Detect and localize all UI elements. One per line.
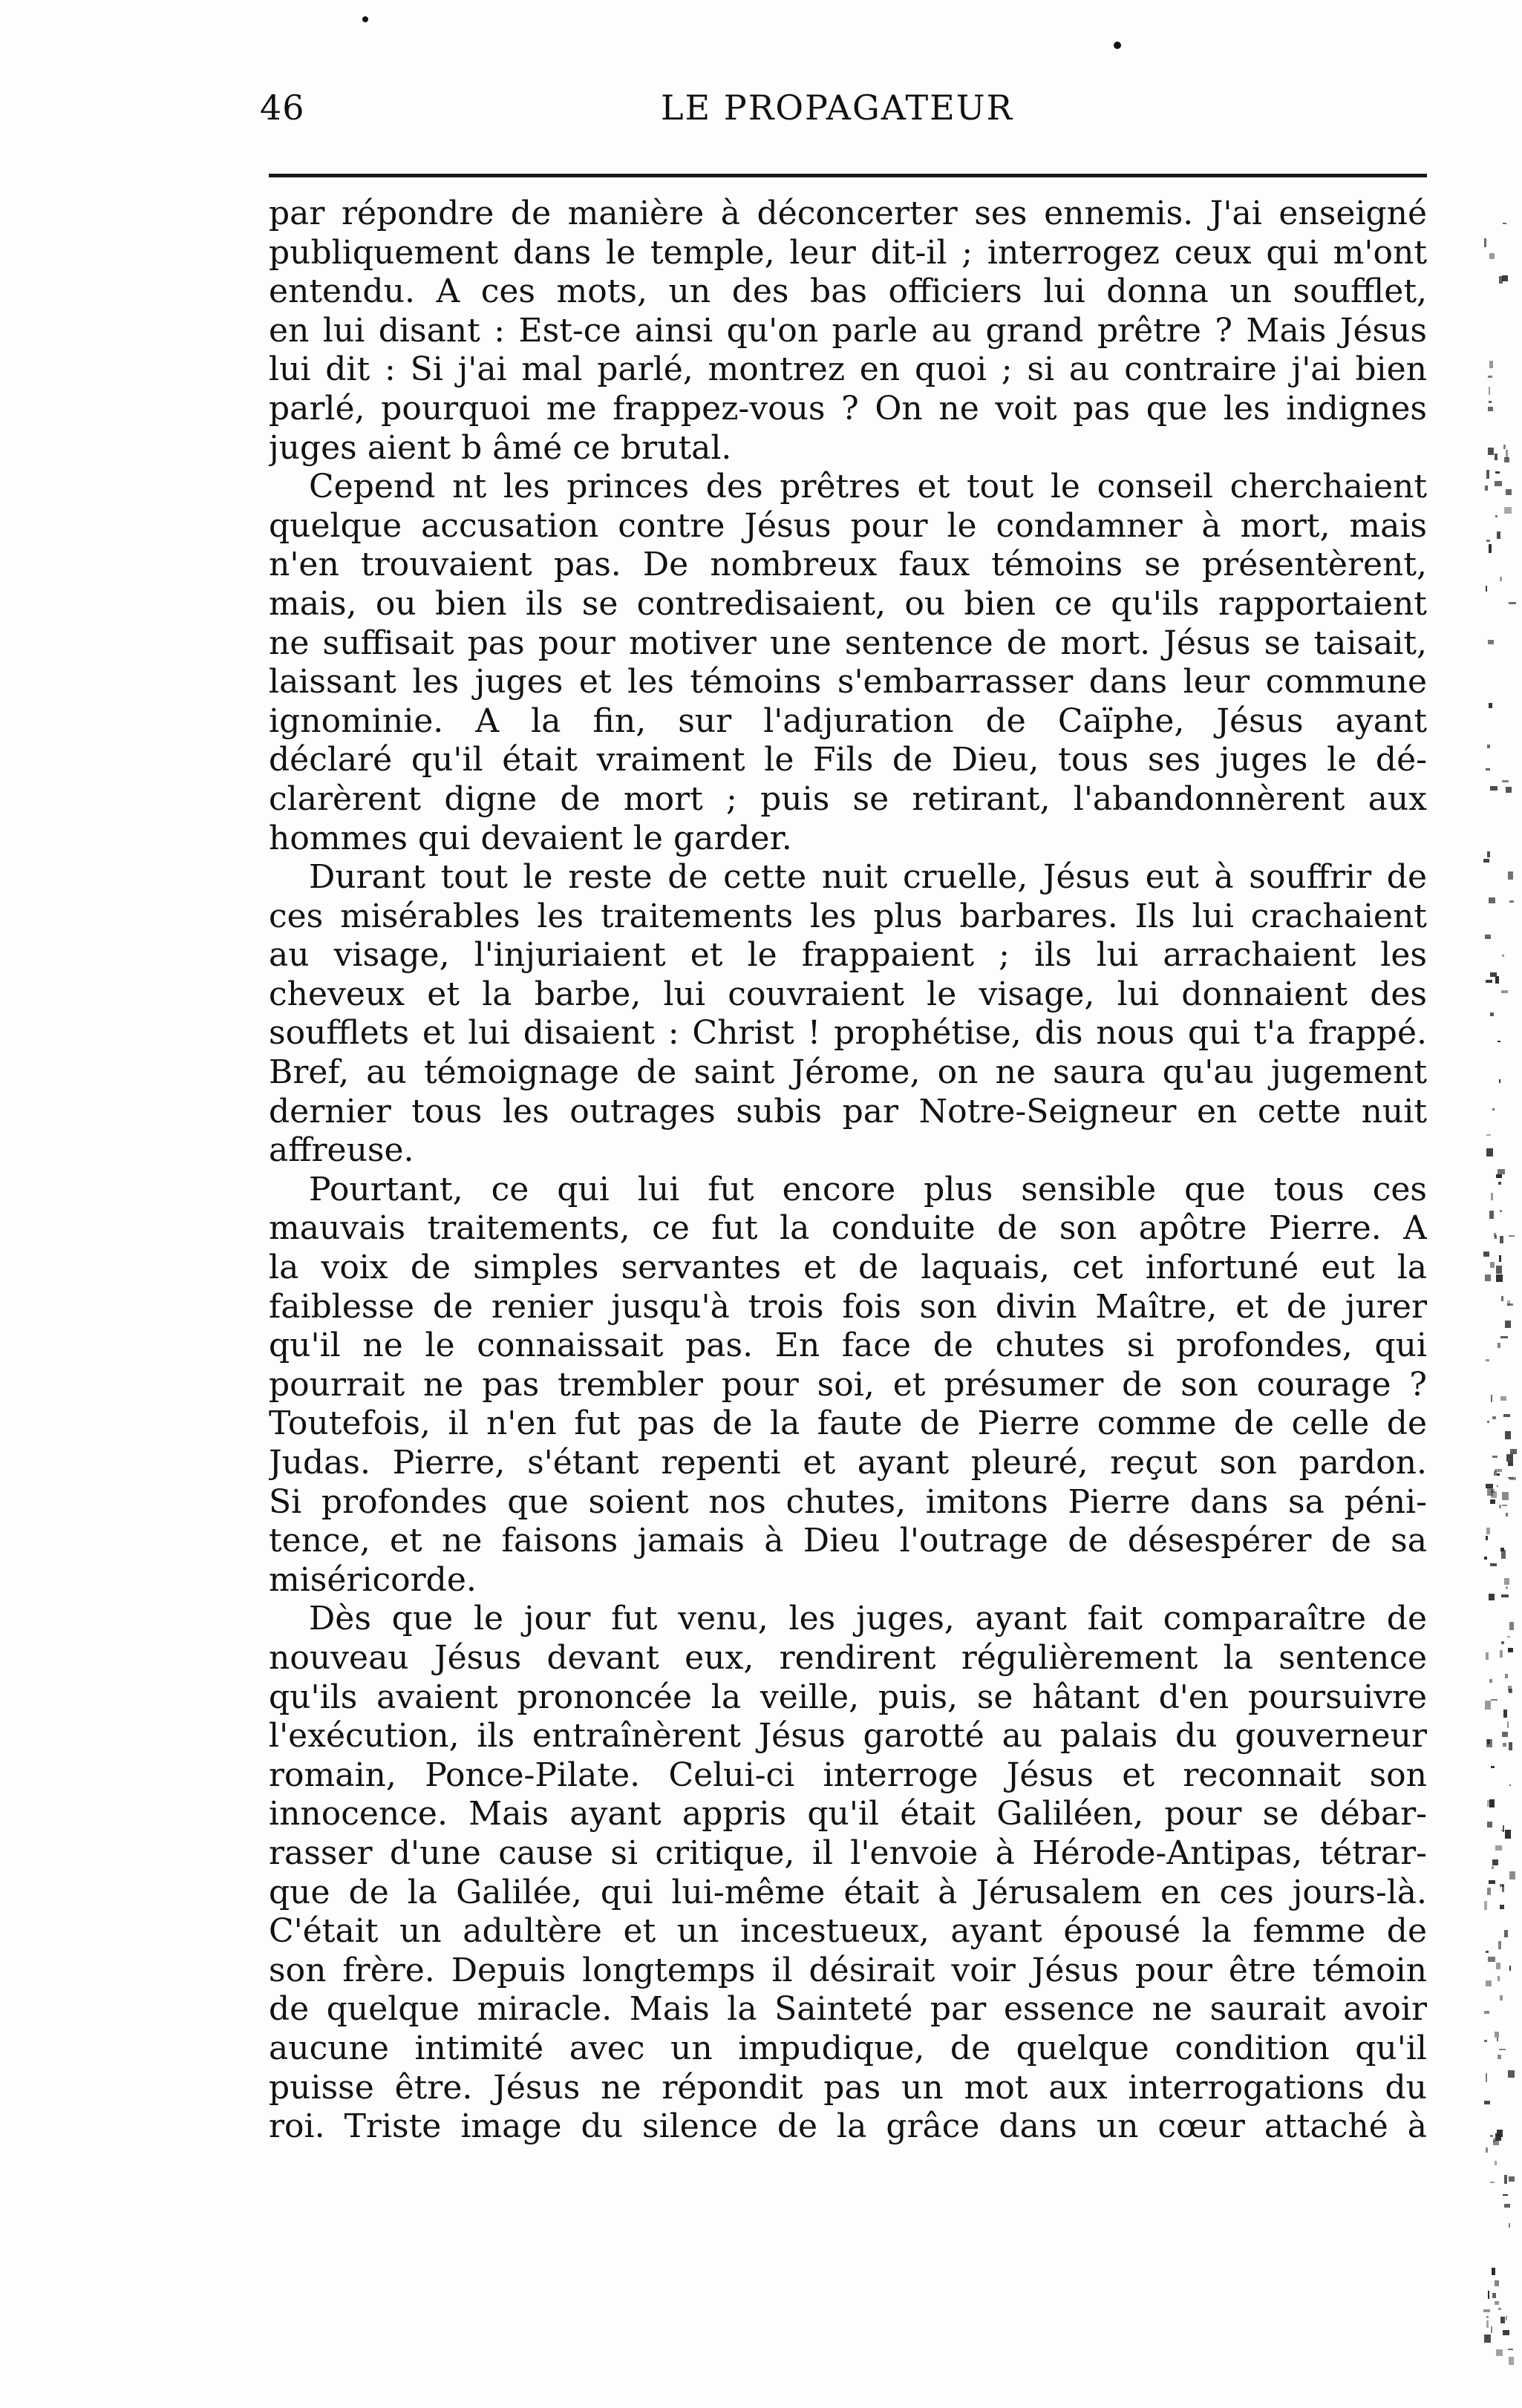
edge-speck (1487, 1421, 1489, 1423)
edge-speck (1508, 1477, 1514, 1479)
edge-speck (1488, 448, 1494, 455)
edge-speck (1505, 1674, 1509, 1678)
text-line: Durant tout le reste de cette nuit cruelle, Jésus eut à souffrir de (309, 858, 1427, 897)
edge-speck (1501, 1594, 1508, 1597)
edge-speck (1498, 2308, 1500, 2310)
edge-speck (1500, 577, 1502, 581)
edge-speck (1490, 1262, 1495, 1268)
edge-speck (1483, 859, 1489, 863)
edge-speck (1507, 1636, 1510, 1638)
text-line: affreuse. (269, 1131, 414, 1170)
ink-speck (1114, 42, 1121, 49)
edge-speck (1509, 900, 1514, 902)
edge-speck (1499, 1505, 1501, 1508)
edge-speck (1489, 387, 1490, 395)
edge-speck (1506, 489, 1512, 494)
edge-speck (1495, 2032, 1499, 2038)
edge-speck (1492, 1108, 1495, 1110)
edge-speck (1489, 544, 1492, 552)
edge-speck (1499, 1079, 1500, 1082)
edge-speck (1489, 401, 1492, 402)
edge-speck (1491, 1489, 1495, 1493)
text-line: en lui disant : Est-ce ainsi qu'on parle au grand prêtre ? Mais Jésus (269, 311, 1427, 350)
edge-speck (1508, 2349, 1514, 2350)
edge-speck (1506, 2316, 1508, 2320)
text-line: entendu. A ces mots, un des bas officiers lui donna un soufflet, (269, 272, 1427, 311)
edge-speck (1509, 2223, 1510, 2228)
edge-speck (1504, 2175, 1507, 2184)
edge-speck (1487, 745, 1489, 748)
text-line: romain, Ponce-Pilate. Celui-ci interroge Jésus et reconnait son (269, 1756, 1427, 1794)
edge-speck (1495, 471, 1500, 474)
edge-speck (1495, 1235, 1497, 1239)
page-header (260, 88, 1433, 140)
ink-speck (362, 16, 368, 22)
edge-speck (1496, 1266, 1502, 1275)
edge-speck (1498, 1941, 1500, 1949)
edge-speck (1509, 2357, 1514, 2364)
text-line: qu'ils avaient prononcée la veille, puis, se hâtant d'en poursuivre (269, 1678, 1427, 1716)
edge-speck (1503, 445, 1506, 449)
text-line: que de la Galilée, qui lui-même était à Jérusalem en ces jours-là. (269, 1873, 1427, 1911)
edge-speck (1508, 1462, 1514, 1466)
text-line: puisse être. Jésus ne répondit pas un mot aux interrogations du (269, 2068, 1427, 2107)
edge-speck (1507, 1721, 1509, 1728)
edge-speck (1486, 540, 1490, 542)
edge-speck (1489, 703, 1492, 708)
text-line: juges aient b âmé ce brutal. (269, 428, 732, 467)
edge-speck (1503, 1414, 1511, 1417)
text-line: mauvais traitements, ce fut la conduite de son apôtre Pierre. A (269, 1209, 1427, 1248)
edge-speck (1499, 276, 1503, 284)
edge-speck (1489, 1594, 1495, 1600)
edge-speck (1496, 1174, 1502, 1178)
edge-speck (1486, 2320, 1488, 2328)
edge-speck (1497, 1169, 1504, 1174)
edge-speck (1486, 2073, 1487, 2082)
edge-speck (1509, 1784, 1511, 1787)
edge-speck (1506, 1586, 1508, 1589)
edge-speck (1491, 2326, 1492, 2334)
edge-speck (1491, 1193, 1494, 1200)
paragraph (269, 194, 1427, 468)
edge-speck (1504, 457, 1509, 462)
text-line: Si profondes que soient nos chutes, imitons Pierre dans sa péni- (269, 1482, 1427, 1521)
edge-speck (1486, 1951, 1489, 1953)
edge-speck (1495, 2280, 1499, 2287)
edge-speck (1502, 955, 1504, 957)
edge-speck (1507, 1300, 1510, 1306)
edge-speck (1484, 238, 1486, 247)
edge-speck (1486, 2316, 1489, 2318)
edge-speck (1492, 1416, 1496, 1419)
edge-speck (1489, 897, 1495, 903)
edge-speck (1484, 2101, 1491, 2104)
edge-speck (1509, 2176, 1515, 2181)
edge-speck (1486, 1536, 1488, 1540)
edge-speck (1505, 1321, 1511, 1328)
edge-speck (1503, 223, 1506, 224)
edge-speck (1492, 2293, 1496, 2299)
edge-speck (1501, 1641, 1503, 1644)
text-line: Pourtant, ce qui lui fut encore plus sensible que tous ces (309, 1170, 1427, 1208)
edge-speck (1492, 1859, 1498, 1865)
text-line: son frère. Depuis longtemps il désirait voir Jésus pour être témoin (269, 1951, 1427, 1989)
edge-speck (1495, 481, 1501, 487)
edge-speck (1486, 1652, 1489, 1660)
edge-speck (1506, 1513, 1508, 1517)
text-line: nouveau Jésus devant eux, rendirent régulièrement la sentence (269, 1638, 1427, 1677)
edge-speck (1497, 2055, 1500, 2058)
edge-speck (1492, 2268, 1495, 2275)
edge-speck (1495, 2301, 1499, 2304)
edge-speck (1487, 1888, 1491, 1895)
text-line: déclaré qu'il était vraiment le Fils de Dieu, tous ses juges le dé- (269, 741, 1427, 779)
edge-speck (1495, 454, 1497, 461)
edge-speck (1499, 1255, 1502, 1262)
edge-speck (1485, 485, 1488, 491)
text-line: C'était un adultère et un incestueux, ayant épousé la femme de (269, 1912, 1427, 1951)
paragraph (269, 858, 1427, 1171)
edge-speck (1500, 1210, 1502, 1212)
edge-speck (1486, 586, 1487, 591)
edge-speck (1492, 1866, 1494, 1868)
text-line: rasser d'une cause si critique, il l'envoie à Hérode-Antipas, tétrar- (269, 1833, 1427, 1872)
edge-speck (1505, 1830, 1511, 1838)
edge-speck (1489, 1880, 1496, 1883)
edge-speck (1494, 1471, 1497, 1475)
edge-speck (1502, 275, 1508, 282)
edge-speck (1490, 1499, 1495, 1503)
edge-speck (1491, 1395, 1492, 1402)
edge-speck (1487, 851, 1490, 857)
edge-speck (1504, 507, 1511, 514)
text-line: n'en trouvaient pas. De nombreux faux témoins se présentèrent, (269, 546, 1427, 584)
edge-speck (1500, 2317, 1504, 2324)
edge-speck (1497, 1473, 1500, 1476)
text-line: aucune intimité avec un impudique, de quelque condition qu'il (269, 2029, 1427, 2067)
edge-speck (1489, 1679, 1492, 1684)
text-line: tence, et ne faisons jamais à Dieu l'outrage de désespérer de sa (269, 1522, 1427, 1560)
edge-speck (1499, 2049, 1506, 2050)
edge-speck (1486, 1528, 1490, 1534)
paragraph (269, 468, 1427, 858)
edge-speck (1496, 1275, 1503, 1281)
edge-speck (1509, 1622, 1514, 1630)
edge-speck (1486, 470, 1489, 479)
edge-speck (1497, 1485, 1499, 1487)
edge-speck (1502, 1492, 1509, 1501)
edge-speck (1504, 1578, 1509, 1585)
edge-speck (1503, 1710, 1508, 1718)
edge-speck (1487, 1822, 1492, 1827)
edge-speck (1488, 407, 1493, 411)
edge-speck (1500, 1236, 1503, 1243)
edge-speck (1506, 1454, 1513, 1462)
running-title: LE PROPAGATEUR (661, 88, 1014, 128)
edge-speck (1487, 1800, 1494, 1807)
edge-speck (1498, 1182, 1502, 1185)
edge-speck (1489, 1211, 1493, 1219)
edge-speck (1495, 515, 1497, 517)
text-line: hommes qui devaient le garder. (269, 819, 792, 857)
text-line: innocence. Mais ayant appris qu'il était Galiléen, pour se débar- (269, 1795, 1427, 1833)
edge-speck (1485, 935, 1491, 940)
edge-speck (1502, 1732, 1508, 1737)
edge-speck (1486, 2147, 1488, 2153)
text-line: publiquement dans le temple, leur dit-il ; interrogez ceux qui m'ont (269, 233, 1427, 272)
text-line: de quelque miracle. Mais la Sainteté par essence ne saurait avoir (269, 1990, 1427, 2029)
edge-speck (1504, 1930, 1508, 1937)
text-line: soufflets et lui disaient : Christ ! prophétise, dis nous qui t'a frappé. (269, 1014, 1427, 1053)
edge-speck (1485, 1275, 1490, 1281)
edge-speck (1500, 1995, 1503, 2000)
edge-speck (1495, 976, 1499, 984)
edge-speck (1501, 990, 1508, 993)
edge-speck (1496, 2349, 1503, 2356)
edge-speck (1490, 1012, 1494, 1016)
text-line: Toutefois, il n'en fut pas de la faute de Pierre comme de celle de (269, 1404, 1427, 1443)
text-line: Judas. Pierre, s'étant repenti et ayant pleuré, reçut son pardon. (269, 1444, 1427, 1482)
edge-speck (1502, 1505, 1508, 1506)
edge-speck (1488, 2291, 1489, 2298)
edge-speck (1503, 1743, 1506, 1747)
edge-speck (1508, 1686, 1512, 1691)
edge-speck (1486, 1980, 1492, 1987)
edge-speck (1510, 1449, 1517, 1454)
edge-speck (1490, 786, 1497, 791)
edge-speck (1509, 1235, 1515, 1237)
edge-speck (1500, 1884, 1504, 1886)
edge-speck (1503, 2194, 1508, 2196)
edge-speck (1500, 1336, 1508, 1338)
edge-speck (1492, 1456, 1497, 1458)
edge-speck (1508, 2070, 1515, 2077)
edge-speck (1489, 253, 1495, 259)
text-line: laissant les juges et les témoins s'embarrasser dans leur commune (269, 663, 1427, 701)
edge-speck (1490, 2182, 1495, 2184)
edge-speck (1500, 1650, 1503, 1658)
edge-speck (1495, 2133, 1500, 2141)
text-line: lui dit : Si j'ai mal parlé, montrez en quoi ; si au contraire j'ai bien (269, 350, 1427, 389)
edge-speck (1486, 768, 1490, 770)
edge-speck (1503, 1825, 1504, 1833)
edge-speck (1497, 1041, 1500, 1042)
body-text (269, 194, 1427, 2147)
text-line: quelque accusation contre Jésus pour le condamner à mort, mais (269, 506, 1427, 545)
edge-speck (1509, 1966, 1512, 1971)
text-line: l'exécution, ils entraînèrent Jésus garotté au palais du gouverneur (269, 1717, 1427, 1756)
edge-speck (1490, 1563, 1497, 1566)
edge-speck (1486, 1148, 1493, 1156)
edge-speck (1483, 2309, 1490, 2312)
text-line: par répondre de manière à déconcerter ses ennemis. J'ai enseigné (269, 194, 1427, 232)
edge-speck (1500, 1396, 1507, 1401)
text-line: cheveux et la barbe, lui couvraient le visage, lui donnaient des (269, 975, 1427, 1013)
text-line: ces misérables les traitements les plus barbares. Ils lui crachaient (269, 897, 1427, 935)
edge-speck (1491, 1766, 1495, 1768)
edge-speck (1502, 780, 1509, 782)
edge-speck (1506, 787, 1511, 793)
page-number: 46 (260, 88, 305, 128)
edge-speck (1503, 2330, 1509, 2335)
edge-speck (1490, 2135, 1493, 2137)
edge-speck (1495, 2161, 1497, 2165)
edge-speck (1509, 1742, 1512, 1750)
edge-speck (1484, 2040, 1488, 2042)
edge-speck (1497, 1976, 1499, 1981)
text-line: qu'il ne le connaissait pas. En face de chutes si profondes, qui (269, 1326, 1427, 1365)
edge-speck (1488, 1957, 1495, 1962)
edge-speck (1500, 1905, 1503, 1910)
page-edge-shadow (1461, 223, 1513, 2375)
text-line: parlé, pourquoi me frappez-vous ? On ne voit pas que les indignes (269, 389, 1427, 428)
text-line: roi. Triste image du silence de la grâce dans un cœur attaché à (269, 2107, 1427, 2146)
edge-speck (1509, 1871, 1515, 1879)
edge-speck (1493, 2138, 1495, 2142)
edge-speck (1485, 1701, 1491, 1710)
text-line: ne suffisait pas pour motiver une sentence de mort. Jésus se taisait, (269, 624, 1427, 662)
edge-speck (1486, 1739, 1492, 1747)
edge-speck (1488, 640, 1495, 644)
edge-speck (1505, 1431, 1511, 1439)
text-line: Cepend nt les princes des prêtres et tout le conseil cherchaient (309, 468, 1427, 506)
text-line: Bref, au témoignage de saint Jérome, on ne saura qu'au jugement (269, 1053, 1427, 1092)
text-line: faiblesse de renier jusqu'à trois fois son divin Maître, et de jurer (269, 1287, 1427, 1326)
edge-speck (1497, 1343, 1500, 1348)
edge-speck (1497, 531, 1500, 540)
text-line: miséricorde. (269, 1560, 477, 1599)
edge-speck (1486, 1359, 1489, 1361)
edge-speck (1509, 602, 1516, 604)
edge-speck (1486, 1134, 1491, 1136)
text-line: mais, ou bien ils se contredisaient, ou bien ce qu'ils rapportaient (269, 584, 1427, 623)
text-line: pourrait ne pas trembler pour soi, et présumer de son courage ? (269, 1365, 1427, 1404)
text-line: la voix de simples servantes et de laquais, cet infortuné eut la (269, 1249, 1427, 1287)
paragraph (269, 1171, 1427, 1600)
edge-speck (1491, 1699, 1498, 1701)
header-rule (269, 174, 1427, 177)
edge-speck (1504, 2204, 1510, 2208)
paragraph (269, 1600, 1427, 2146)
edge-speck (1486, 980, 1492, 983)
text-line: clarèrent digne de mort ; puis se retirant, l'abandonnèrent aux (269, 779, 1427, 818)
text-line: au visage, l'injuriaient et le frappaient ; ils lui arrachaient les (269, 936, 1427, 975)
edge-speck (1496, 1963, 1500, 1969)
edge-speck (1497, 2038, 1498, 2041)
text-line: ignominie. A la fin, sur l'adjuration de Caïphe, Jésus ayant (269, 701, 1427, 740)
edge-speck (1484, 1557, 1487, 1560)
edge-speck (1484, 2335, 1491, 2343)
edge-speck (1484, 2011, 1489, 2013)
edge-speck (1495, 1845, 1502, 1850)
text-line: Dès que le jour fut venu, les juges, ayant fait comparaître de (309, 1600, 1427, 1638)
edge-speck (1488, 376, 1492, 377)
edge-speck (1501, 1550, 1506, 1558)
edge-speck (1489, 361, 1492, 368)
edge-speck (1501, 1296, 1503, 1302)
edge-speck (1484, 1901, 1487, 1909)
text-line: dernier tous les outrages subis par Notre-Seigneur en cette nuit (269, 1092, 1427, 1131)
edge-speck (1508, 1648, 1513, 1653)
edge-speck (1508, 871, 1514, 880)
edge-speck (1483, 1252, 1489, 1257)
